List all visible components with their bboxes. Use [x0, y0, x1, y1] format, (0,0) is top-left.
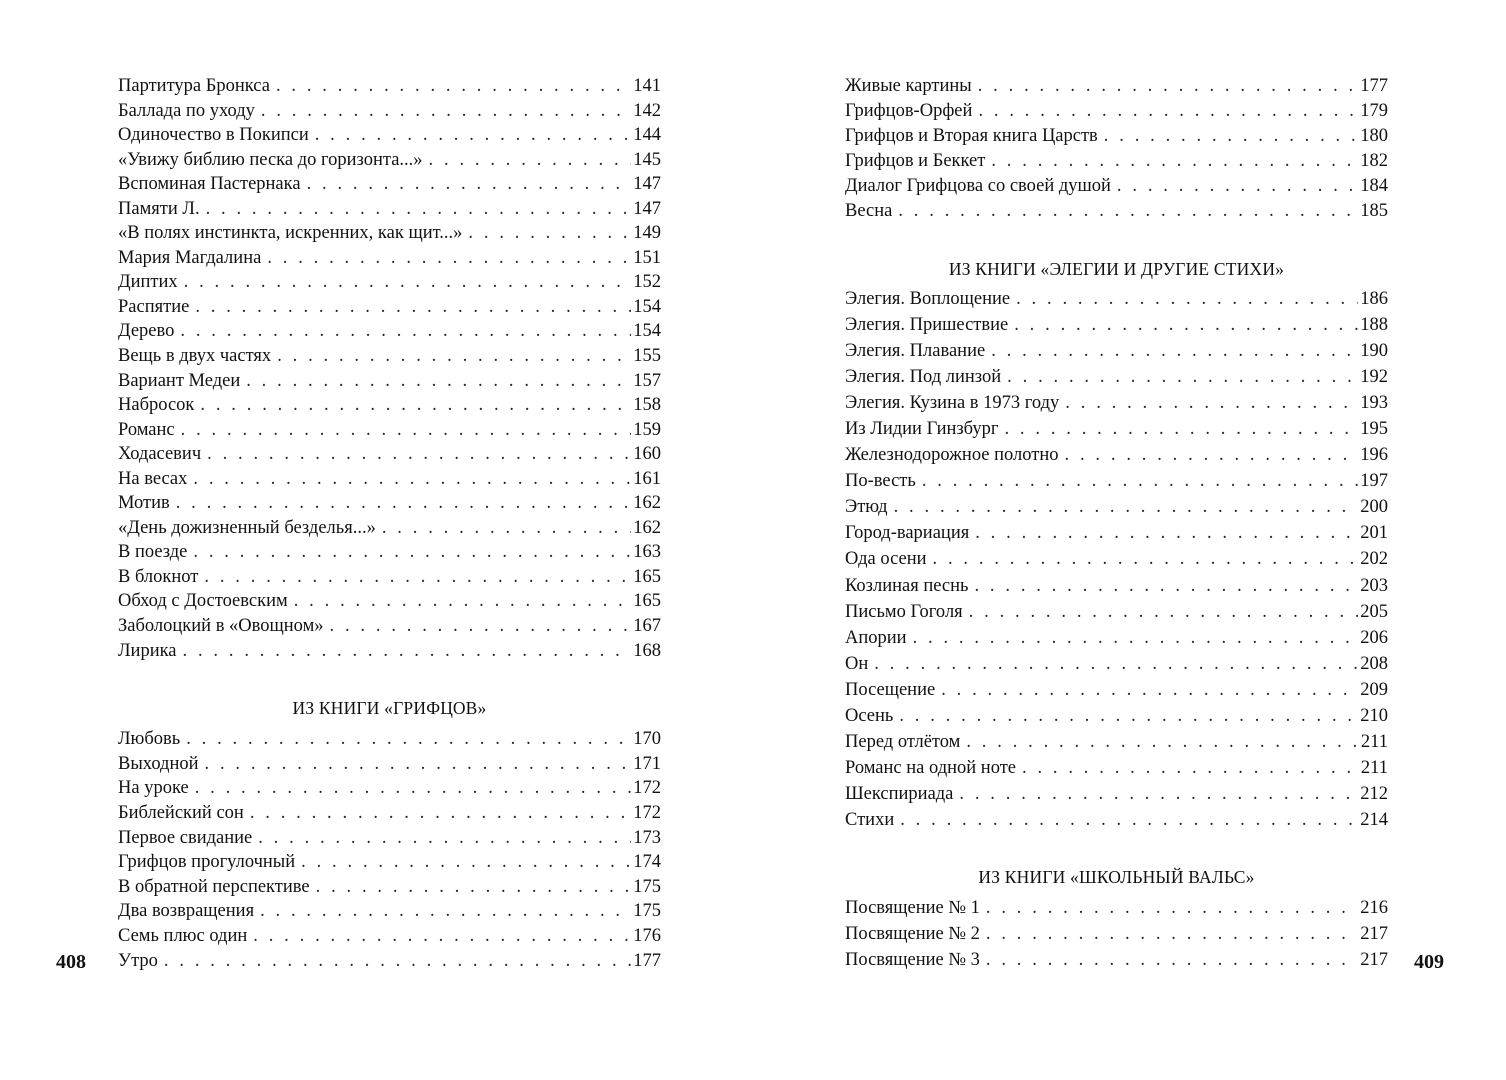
dot-leader — [260, 901, 631, 922]
dot-leader — [382, 518, 631, 539]
toc-entry — [845, 367, 1388, 393]
dot-leader — [164, 951, 631, 972]
dot-leader — [978, 76, 1359, 97]
toc-entry-title: Элегия. Пришествие — [845, 315, 1009, 336]
dot-leader — [261, 101, 631, 122]
toc-entry — [845, 576, 1388, 602]
toc-entry — [845, 924, 1388, 950]
toc-entry — [845, 497, 1388, 523]
toc-entry — [118, 150, 661, 175]
toc-entry-title: На весах — [118, 468, 188, 489]
toc-entry-title: Памяти Л. — [118, 198, 200, 219]
toc-entry — [845, 289, 1388, 315]
toc-entry-title: Выходной — [118, 753, 199, 774]
toc-entry-page: 186 — [1360, 289, 1388, 309]
toc-entry-page: 190 — [1360, 341, 1388, 362]
toc-entry-page: 157 — [633, 370, 661, 391]
page-number: 409 — [1414, 951, 1444, 973]
dot-leader — [206, 199, 632, 220]
dot-leader — [429, 150, 632, 171]
toc-entry-title: Посвящение № 2 — [845, 924, 980, 945]
toc-entry-title: Грифцов и Вторая книга Царств — [845, 126, 1098, 147]
toc-entry — [845, 732, 1388, 758]
toc-entry — [845, 706, 1388, 732]
toc-entry — [118, 754, 661, 779]
toc-entry-page: 149 — [633, 223, 661, 244]
toc-entry — [118, 420, 661, 445]
toc-entry-page: 197 — [1360, 471, 1388, 492]
dot-leader — [898, 201, 1358, 222]
toc-entry — [118, 76, 661, 101]
dot-leader — [176, 493, 632, 514]
toc-entry — [118, 297, 661, 322]
dot-leader — [975, 523, 1358, 544]
dot-leader — [180, 321, 631, 342]
dot-leader — [294, 591, 632, 612]
toc-entry — [118, 444, 661, 469]
page-number: 408 — [56, 951, 86, 973]
dot-leader — [316, 877, 632, 898]
toc-entry — [845, 471, 1388, 497]
dot-leader — [900, 810, 1358, 831]
dot-leader — [207, 444, 631, 465]
toc-entry-page: 159 — [633, 419, 661, 440]
toc-entry-title: Осень — [845, 705, 894, 726]
toc-entry-page: 151 — [633, 247, 661, 268]
toc-entry-title: Перед отлётом — [845, 731, 961, 752]
toc-entry-title: Элегия. Под линзой — [845, 367, 1002, 388]
toc-entry-page: 206 — [1360, 627, 1388, 648]
toc-entry-page: 209 — [1360, 679, 1388, 700]
dot-leader — [186, 729, 631, 750]
dot-leader — [969, 602, 1359, 623]
toc-entry-title: Железнодорожное полотно — [845, 445, 1059, 466]
toc-entry-title: Обход с Достоевским — [118, 591, 288, 612]
section-heading: ИЗ КНИГИ «ГРИФЦОВ» — [292, 698, 487, 718]
toc-entry-page: 152 — [633, 272, 661, 293]
toc-entry-page: 201 — [1360, 523, 1388, 544]
toc-entry-title: Грифцов и Беккет — [845, 151, 986, 172]
dot-leader — [1004, 419, 1358, 440]
toc-entry — [118, 877, 661, 902]
toc-entry-title: «В полях инстинкта, искренних, как щит...» — [118, 223, 463, 244]
toc-entry-title: Элегия. Плавание — [845, 341, 986, 362]
toc-entry-title: Город-вариация — [845, 523, 970, 544]
toc-entry-page: 182 — [1360, 151, 1388, 172]
toc-entry-title: Утро — [118, 950, 158, 971]
toc-entry — [118, 272, 661, 297]
toc-list — [845, 289, 1388, 836]
toc-entry-page: 147 — [633, 198, 661, 219]
toc-entry — [118, 493, 661, 518]
dot-leader — [986, 924, 1358, 945]
toc-entry-page: 217 — [1360, 924, 1388, 945]
toc-entry-title: Заболоцкий в «Овощном» — [118, 616, 324, 637]
dot-leader — [468, 223, 631, 244]
toc-entry — [845, 898, 1388, 924]
toc-list — [845, 898, 1388, 977]
dot-leader — [1016, 289, 1358, 310]
toc-entry — [118, 729, 661, 754]
toc-entry-title: В обратной перспективе — [118, 876, 310, 897]
toc-entry — [845, 654, 1388, 680]
toc-entry — [118, 901, 661, 926]
toc-entry-page: 200 — [1360, 497, 1388, 518]
toc-list — [118, 729, 661, 975]
toc-entry-page: 208 — [1360, 653, 1388, 674]
toc-entry — [845, 523, 1388, 549]
toc-entry-title: Диптих — [118, 272, 178, 293]
toc-entry-page: 217 — [1360, 950, 1388, 971]
toc-entry-title: Ходасевич — [118, 444, 202, 465]
toc-entry — [845, 315, 1388, 341]
toc-entry — [118, 803, 661, 828]
toc-entry — [845, 393, 1388, 419]
toc-entry-title: Одиночество в Покипси — [118, 125, 309, 146]
toc-entry-page: 154 — [633, 296, 661, 317]
dot-leader — [941, 680, 1358, 701]
toc-entry-page: 214 — [1360, 809, 1388, 830]
toc-entry — [118, 542, 661, 567]
toc-entry — [118, 591, 661, 616]
toc-entry-title: Библейский сон — [118, 802, 244, 823]
dot-leader — [301, 852, 631, 873]
dot-leader — [1065, 445, 1359, 466]
toc-entry — [845, 950, 1388, 976]
toc-entry-title: Весна — [845, 201, 893, 222]
dot-leader — [1065, 393, 1358, 414]
dot-leader — [974, 576, 1358, 597]
toc-entry — [118, 518, 661, 543]
toc-entry-title: Диалог Грифцова со своей душой — [845, 176, 1111, 197]
toc-entry-title: «Увижу библию песка до горизонта...» — [118, 149, 423, 170]
toc-entry-title: Апории — [845, 627, 907, 648]
toc-entry — [118, 101, 661, 126]
toc-entry-title: Набросок — [118, 395, 195, 416]
dot-leader — [991, 341, 1358, 362]
section-heading: ИЗ КНИГИ «ЭЛЕГИИ И ДРУГИЕ СТИХИ» — [948, 259, 1285, 279]
toc-entry — [845, 126, 1388, 151]
toc-entry — [118, 321, 661, 346]
toc-entry-page: 172 — [633, 778, 661, 799]
toc-entry-page: 211 — [1360, 757, 1388, 778]
toc-entry-title: Первое свидание — [118, 827, 253, 848]
toc-entry-title: Романс на одной ноте — [845, 757, 1016, 778]
dot-leader — [899, 706, 1358, 727]
toc-entry-page: 176 — [633, 926, 661, 947]
toc-entry-page: 173 — [633, 827, 661, 848]
toc-entry-page: 216 — [1360, 898, 1388, 918]
toc-entry-page: 177 — [1360, 76, 1388, 96]
toc-entry — [118, 346, 661, 371]
toc-entry-title: В блокнот — [118, 566, 199, 587]
toc-entry — [118, 223, 661, 248]
toc-entry-page: 147 — [633, 174, 661, 195]
dot-leader — [193, 469, 631, 490]
toc-entry-page: 144 — [633, 125, 661, 146]
toc-entry-title: Романс — [118, 419, 175, 440]
right-page — [753, 0, 1506, 1080]
toc-entry-title: «День дожизненный безделья...» — [118, 517, 376, 538]
toc-entry-page: 193 — [1360, 393, 1388, 414]
toc-entry-title: Баллада по уходу — [118, 100, 255, 121]
toc-entry-title: Элегия. Кузина в 1973 году — [845, 393, 1060, 414]
toc-entry — [845, 341, 1388, 367]
toc-entry-page: 165 — [633, 566, 661, 587]
toc-entry-title: Лирика — [118, 640, 177, 661]
toc-entry — [845, 628, 1388, 654]
toc-entry — [845, 101, 1388, 126]
dot-leader — [183, 641, 632, 662]
toc-entry-page: 141 — [633, 76, 661, 96]
dot-leader — [1117, 176, 1358, 197]
toc-entry-page: 154 — [633, 321, 661, 342]
toc-entry — [118, 951, 661, 976]
toc-entry — [845, 76, 1388, 101]
toc-entry-title: На уроке — [118, 778, 189, 799]
dot-leader — [195, 778, 632, 799]
dot-leader — [195, 297, 631, 318]
dot-leader — [200, 395, 631, 416]
dot-leader — [307, 174, 632, 195]
toc-entry-page: 174 — [633, 852, 661, 873]
toc-entry — [845, 680, 1388, 706]
toc-entry — [845, 784, 1388, 810]
dot-leader — [922, 471, 1358, 492]
dot-leader — [258, 828, 631, 849]
dot-leader — [246, 371, 631, 392]
dot-leader — [193, 542, 631, 563]
toc-entry-title: Любовь — [118, 729, 181, 749]
toc-entry-title: Вспоминая Пастернака — [118, 174, 301, 195]
toc-entry-title: Посвящение № 3 — [845, 950, 980, 971]
toc-entry-page: 210 — [1360, 705, 1388, 726]
toc-entry-title: Мария Магдалина — [118, 247, 262, 268]
toc-entry-title: Козлиная песнь — [845, 575, 969, 596]
dot-leader — [315, 125, 632, 146]
toc-entry-title: Распятие — [118, 296, 190, 317]
dot-leader — [978, 101, 1358, 122]
dot-leader — [991, 151, 1358, 172]
toc-entry-page: 175 — [633, 876, 661, 897]
toc-entry — [118, 567, 661, 592]
toc-entry-page: 165 — [633, 591, 661, 612]
toc-entry — [118, 125, 661, 150]
toc-entry-page: 202 — [1360, 549, 1388, 570]
toc-entry-title: Живые картины — [845, 76, 972, 96]
toc-list — [845, 76, 1388, 227]
toc-entry-title: Вещь в двух частях — [118, 346, 272, 367]
toc-entry-title: Вариант Медеи — [118, 370, 241, 391]
toc-entry — [845, 419, 1388, 445]
toc-entry — [118, 469, 661, 494]
toc-entry — [118, 174, 661, 199]
toc-entry-page: 195 — [1360, 419, 1388, 440]
toc-entry-page: 155 — [633, 346, 661, 367]
toc-entry-title: В поезде — [118, 542, 188, 563]
toc-entry-page: 192 — [1360, 367, 1388, 388]
toc-entry-title: Посвящение № 1 — [845, 898, 980, 918]
toc-entry-page: 184 — [1360, 176, 1388, 197]
toc-entry — [118, 828, 661, 853]
toc-entry-title: Грифцов-Орфей — [845, 101, 973, 122]
toc-entry-page: 162 — [633, 493, 661, 514]
dot-leader — [1007, 367, 1358, 388]
toc-entry-page: 162 — [633, 517, 661, 538]
dot-leader — [204, 567, 631, 588]
toc-entry-title: Мотив — [118, 493, 170, 514]
toc-entry-title: Дерево — [118, 321, 175, 342]
dot-leader — [986, 898, 1358, 919]
toc-entry-page: 142 — [633, 100, 661, 121]
dot-leader — [276, 76, 631, 97]
toc-entry-page: 179 — [1360, 101, 1388, 122]
dot-leader — [986, 950, 1358, 971]
dot-leader — [330, 616, 632, 637]
toc-entry — [845, 151, 1388, 176]
toc-entry-title: Семь плюс один — [118, 926, 248, 947]
toc-entry — [118, 616, 661, 641]
dot-leader — [184, 272, 632, 293]
toc-entry — [845, 445, 1388, 471]
dot-leader — [1014, 315, 1358, 336]
toc-list — [118, 76, 661, 665]
toc-entry — [118, 371, 661, 396]
dot-leader — [277, 346, 631, 367]
toc-entry — [845, 810, 1388, 836]
dot-leader — [966, 732, 1359, 753]
toc-entry — [845, 201, 1388, 226]
toc-entry-page: 188 — [1360, 315, 1388, 336]
toc-entry-page: 163 — [633, 542, 661, 563]
toc-entry — [845, 176, 1388, 201]
dot-leader — [874, 654, 1358, 675]
dot-leader — [253, 926, 631, 947]
toc-entry — [845, 602, 1388, 628]
toc-entry-page: 180 — [1360, 126, 1388, 147]
toc-entry-page: 171 — [633, 753, 661, 774]
toc-entry — [845, 758, 1388, 784]
toc-entry-page: 205 — [1360, 601, 1388, 622]
toc-entry-page: 160 — [633, 444, 661, 465]
toc-entry-page: 161 — [633, 468, 661, 489]
toc-entry — [118, 852, 661, 877]
toc-entry-page: 167 — [633, 616, 661, 637]
dot-leader — [1022, 758, 1359, 779]
dot-leader — [1104, 126, 1358, 147]
dot-leader — [205, 754, 632, 775]
toc-entry — [118, 926, 661, 951]
toc-entry-title: Посещение — [845, 679, 936, 700]
toc-entry-title: Он — [845, 653, 869, 674]
dot-leader — [894, 497, 1359, 518]
dot-leader — [250, 803, 631, 824]
toc-entry-title: Два возвращения — [118, 901, 255, 922]
toc-entry — [118, 778, 661, 803]
toc-entry-title: Письмо Гоголя — [845, 601, 963, 622]
toc-entry-page: 172 — [633, 802, 661, 823]
toc-entry-page: 177 — [633, 950, 661, 971]
toc-entry-title: Ода осени — [845, 549, 927, 570]
toc-entry-page: 168 — [633, 640, 661, 661]
toc-entry-page: 185 — [1360, 201, 1388, 222]
toc-entry — [845, 549, 1388, 575]
toc-entry — [118, 641, 661, 666]
toc-entry-title: Шекспириада — [845, 783, 954, 804]
toc-entry-page: 211 — [1360, 731, 1388, 752]
dot-leader — [959, 784, 1358, 805]
toc-entry-title: Элегия. Воплощение — [845, 289, 1011, 309]
toc-entry-page: 145 — [633, 149, 661, 170]
toc-entry-page: 212 — [1360, 783, 1388, 804]
toc-entry — [118, 248, 661, 273]
toc-entry-title: Стихи — [845, 809, 895, 830]
toc-entry-title: По-весть — [845, 471, 916, 492]
toc-entry-page: 196 — [1360, 445, 1388, 466]
toc-entry — [118, 199, 661, 224]
toc-entry — [118, 395, 661, 420]
dot-leader — [267, 248, 631, 269]
toc-entry-page: 158 — [633, 395, 661, 416]
toc-entry-title: Партитура Бронкса — [118, 76, 270, 96]
dot-leader — [181, 420, 632, 441]
toc-entry-title: Этюд — [845, 497, 888, 518]
section-heading: ИЗ КНИГИ «ШКОЛЬНЫЙ ВАЛЬС» — [978, 867, 1255, 887]
toc-entry-title: Из Лидии Гинзбург — [845, 419, 999, 440]
dot-leader — [933, 549, 1359, 570]
toc-entry-page: 170 — [633, 729, 661, 749]
toc-entry-page: 175 — [633, 901, 661, 922]
dot-leader — [913, 628, 1359, 649]
toc-entry-title: Грифцов прогулочный — [118, 852, 296, 873]
toc-entry-page: 203 — [1360, 575, 1388, 596]
